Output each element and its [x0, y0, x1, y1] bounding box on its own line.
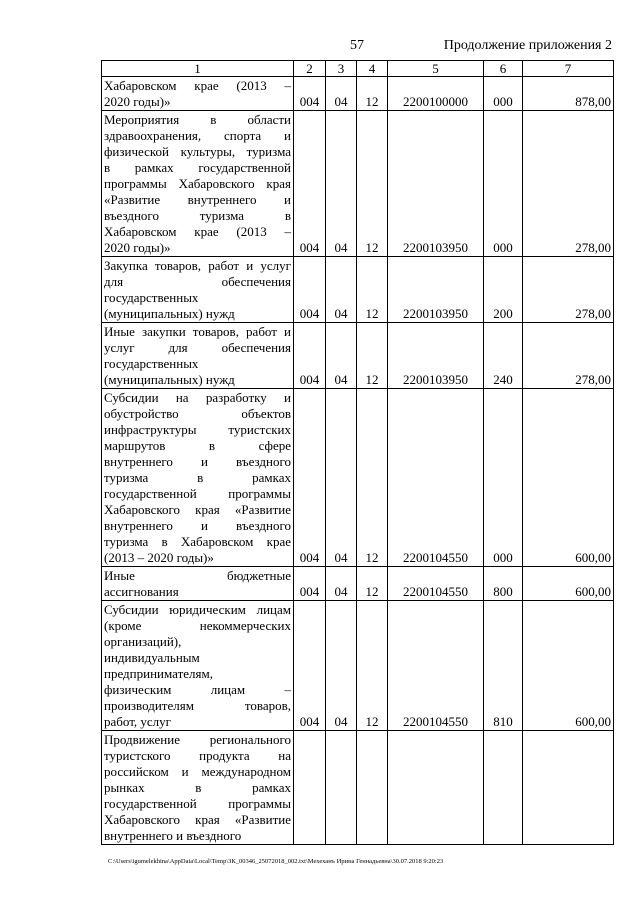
row-name-line: туристского продукта на	[104, 748, 291, 763]
row-name-line: государственных	[104, 356, 199, 371]
row-name-line: Продвижение регионального	[104, 732, 291, 747]
row-name-line: услуг для обеспечения	[104, 340, 291, 355]
admin-code-cell: 004	[294, 77, 326, 111]
row-name-line: индивидуальным	[104, 650, 200, 665]
admin-code-cell: 004	[294, 567, 326, 601]
amount-cell: 600,00	[523, 567, 614, 601]
target-article-cell	[388, 731, 484, 845]
row-name-line: Субсидии на разработку и	[104, 390, 291, 405]
row-name-line: Хабаровского края «Развитие	[104, 812, 291, 827]
row-name-line: здравоохранения, спорта и	[104, 128, 291, 143]
target-article-cell: 2200100000	[388, 77, 484, 111]
section-cell: 04	[326, 567, 357, 601]
amount-cell: 278,00	[523, 323, 614, 389]
amount-cell: 278,00	[523, 257, 614, 323]
section-cell: 04	[326, 389, 357, 567]
row-name-line: Мероприятия в области	[104, 112, 291, 127]
section-cell: 04	[326, 257, 357, 323]
row-name-line: физической культуры, туризма	[104, 144, 291, 159]
continuation-title: Продолжение приложения 2	[443, 38, 612, 53]
admin-code-cell: 004	[294, 257, 326, 323]
row-name-line: российском и международном	[104, 764, 291, 779]
row-name-line: государственной программы	[104, 796, 291, 811]
column-header: 3	[326, 61, 357, 77]
expense-type-cell: 810	[484, 601, 523, 731]
table-row	[102, 731, 614, 845]
column-header: 7	[523, 61, 614, 77]
row-name-line: (муниципальных) нужд	[104, 372, 235, 387]
target-article-cell: 2200103950	[388, 111, 484, 257]
row-name-line: Иные закупки товаров, работ и	[104, 324, 291, 339]
row-name-line: туризма в рамках	[104, 470, 291, 485]
subsection-cell	[357, 731, 388, 845]
amount-cell: 878,00	[523, 77, 614, 111]
table-row	[102, 111, 614, 257]
row-name-line: производителям товаров,	[104, 698, 291, 713]
column-header: 5	[388, 61, 484, 77]
row-name-line: государственной программы	[104, 486, 291, 501]
expense-type-cell: 000	[484, 389, 523, 567]
row-name-line: внутреннего и въездного	[104, 828, 242, 843]
page-number: 57	[350, 38, 364, 53]
section-cell: 04	[326, 323, 357, 389]
row-name-cell	[102, 257, 294, 323]
target-article-cell: 2200104550	[388, 389, 484, 567]
expense-type-cell	[484, 731, 523, 845]
table-header-row	[102, 61, 614, 77]
row-name-line: (2013 – 2020 годы)»	[104, 550, 214, 565]
row-name-line: работ, услуг	[104, 714, 172, 729]
section-cell: 04	[326, 77, 357, 111]
row-name-line: ассигнования	[104, 584, 179, 599]
column-header: 2	[294, 61, 326, 77]
row-name-cell	[102, 323, 294, 389]
row-name-line: Иные бюджетные	[104, 568, 291, 583]
admin-code-cell: 004	[294, 111, 326, 257]
row-name-line: Хабаровском крае (2013 –	[104, 78, 291, 93]
row-name-line: Хабаровском крае (2013 –	[104, 224, 291, 239]
table-row	[102, 323, 614, 389]
row-name-cell	[102, 111, 294, 257]
row-name-cell	[102, 601, 294, 731]
admin-code-cell	[294, 731, 326, 845]
subsection-cell: 12	[357, 601, 388, 731]
budget-table	[101, 60, 614, 845]
table-row	[102, 567, 614, 601]
table-row	[102, 601, 614, 731]
target-article-cell: 2200103950	[388, 257, 484, 323]
target-article-cell: 2200103950	[388, 323, 484, 389]
amount-cell	[523, 731, 614, 845]
row-name-line: организаций),	[104, 634, 182, 649]
row-name-line: Закупка товаров, работ и услуг	[104, 258, 291, 273]
table-row	[102, 77, 614, 111]
expense-type-cell: 200	[484, 257, 523, 323]
target-article-cell: 2200104550	[388, 601, 484, 731]
row-name-line: Субсидии юридическим лицам	[104, 602, 291, 617]
file-path-footer: C:\Users\igumelekhina\AppData\Local\Temp\ЗК_00346_25072018_002.txt\Мехеханъ Ирина Геннадьевна\30.07.2018 9:20:23	[108, 858, 444, 865]
expense-type-cell: 000	[484, 77, 523, 111]
row-name-line: 2020 годы)»	[104, 240, 171, 255]
section-cell	[326, 731, 357, 845]
row-name-cell	[102, 389, 294, 567]
row-name-cell	[102, 731, 294, 845]
row-name-line: инфраструктуры туристских	[104, 422, 291, 437]
row-name-line: в рамках государственной	[104, 160, 291, 175]
column-header: 6	[484, 61, 523, 77]
row-name-line: программы Хабаровского края	[104, 176, 291, 191]
amount-cell: 600,00	[523, 389, 614, 567]
admin-code-cell: 004	[294, 389, 326, 567]
subsection-cell: 12	[357, 111, 388, 257]
expense-type-cell: 240	[484, 323, 523, 389]
row-name-line: туризма в Хабаровском крае	[104, 534, 291, 549]
row-name-line: рынках в рамках	[104, 780, 291, 795]
row-name-line: маршрутов в сфере	[104, 438, 291, 453]
row-name-line: (муниципальных) нужд	[104, 306, 235, 321]
row-name-line: физическим лицам –	[104, 682, 291, 697]
table-row	[102, 257, 614, 323]
row-name-line: для обеспечения	[104, 274, 291, 289]
admin-code-cell: 004	[294, 323, 326, 389]
expense-type-cell: 800	[484, 567, 523, 601]
section-cell: 04	[326, 111, 357, 257]
row-name-line: «Развитие внутреннего и	[104, 192, 291, 207]
row-name-cell	[102, 77, 294, 111]
amount-cell: 600,00	[523, 601, 614, 731]
row-name-line: внутреннего и въездного	[104, 518, 291, 533]
row-name-line: внутреннего и въездного	[104, 454, 291, 469]
subsection-cell: 12	[357, 77, 388, 111]
row-name-line: 2020 годы)»	[104, 94, 171, 109]
subsection-cell: 12	[357, 257, 388, 323]
row-name-line: предпринимателям,	[104, 666, 213, 681]
column-header: 1	[102, 61, 294, 77]
row-name-line: Хабаровского края «Развитие	[104, 502, 291, 517]
expense-type-cell: 000	[484, 111, 523, 257]
target-article-cell: 2200104550	[388, 567, 484, 601]
row-name-line: въездного туризма в	[104, 208, 291, 223]
row-name-cell	[102, 567, 294, 601]
subsection-cell: 12	[357, 323, 388, 389]
amount-cell: 278,00	[523, 111, 614, 257]
table-row	[102, 389, 614, 567]
row-name-line: государственных	[104, 290, 199, 305]
row-name-line: (кроме некоммерческих	[104, 618, 291, 633]
subsection-cell: 12	[357, 389, 388, 567]
row-name-line: обустройство объектов	[104, 406, 291, 421]
column-header: 4	[357, 61, 388, 77]
admin-code-cell: 004	[294, 601, 326, 731]
section-cell: 04	[326, 601, 357, 731]
subsection-cell: 12	[357, 567, 388, 601]
